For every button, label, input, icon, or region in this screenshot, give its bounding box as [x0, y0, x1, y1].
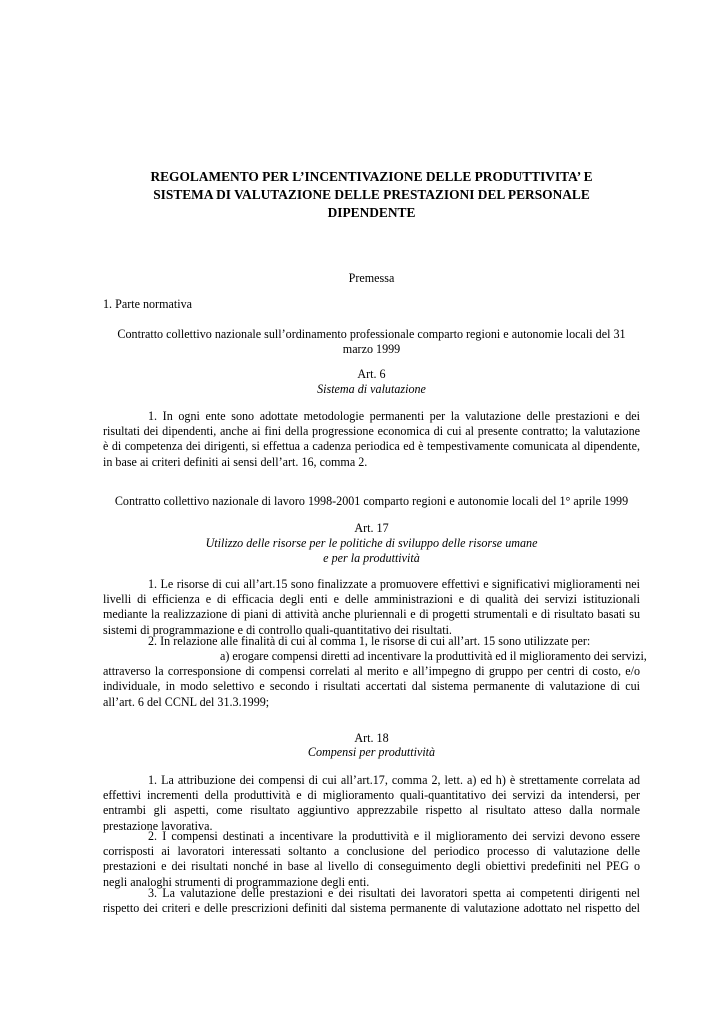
art17-paragraph-2: [103, 634, 640, 649]
art18-paragraph-1: [103, 773, 640, 834]
paragraph-line: negli analoghi strumenti di programmazione degli enti.: [103, 874, 370, 889]
subtitle-line: e per la produttività: [323, 551, 420, 566]
paragraph-line: attraverso la corresponsione di compensi correlati al merito e all’impegno di gruppo per centri di costo, e/o: [103, 664, 640, 679]
art18-paragraph-3: [103, 886, 640, 916]
paragraph-line: entrambi gli aspetti, come risultato aggiuntivo apprezzabile rispetto al risultato atteso dalla normale: [103, 803, 640, 818]
paragraph-line: 2. In relazione alle finalità di cui al comma 1, le risorse di cui all’art. 15 sono utilizzate per:: [148, 634, 591, 648]
art17-heading: Art. 17: [354, 521, 389, 535]
contratto-1999-heading: [103, 327, 640, 357]
paragraph-line: livelli di efficienza e di efficacia degli enti e delle amministrazioni e di qualità dei servizi istituzionali: [103, 592, 640, 607]
art17-subtitle: [103, 536, 640, 566]
paragraph-line: 2. I compensi destinati a incentivare la produttività e il miglioramento dei servizi devono essere: [148, 829, 640, 843]
paragraph-line: in base ai criteri definiti ai sensi dell’art. 16, comma 2.: [103, 454, 368, 469]
paragraph-line: all’art. 6 del CCNL del 31.3.1999;: [103, 694, 270, 709]
art18-heading: Art. 18: [354, 731, 389, 745]
title-line: REGOLAMENTO PER L’INCENTIVAZIONE DELLE PRODUTTIVITA’ E: [150, 169, 593, 184]
paragraph-line: a) erogare compensi diretti ad incentivare la produttività ed il miglioramento dei servizi,: [220, 649, 647, 663]
paragraph-line: 1. Le risorse di cui all’art.15 sono finalizzate a promuovere effettivi e significativi miglioramenti nei: [148, 577, 640, 591]
subtitle-line: Utilizzo delle risorse per le politiche di sviluppo delle risorse umane: [205, 536, 538, 550]
paragraph-line: è di competenza dei dirigenti, si effettua a cadenza periodica ed è tempestivamente comunicata al dipendente,: [103, 439, 640, 454]
art18-paragraph-2: [103, 829, 640, 890]
art6-subtitle: Sistema di valutazione: [317, 382, 426, 396]
parte-normativa-heading: 1. Parte normativa: [103, 297, 192, 311]
art17-paragraph-3: [103, 649, 647, 710]
contratto-1998-2001-heading: Contratto collettivo nazionale di lavoro 1998-2001 comparto regioni e autonomie locali del 1° aprile 1999: [114, 494, 629, 508]
paragraph-line: prestazione lavorativa.: [103, 818, 213, 833]
contratto-line: marzo 1999: [342, 342, 401, 357]
paragraph-line: 1. La attribuzione dei compensi di cui all’art.17, comma 2, lett. a) ed h) è strettamente correlata ad: [148, 773, 640, 787]
paragraph-line: prestazioni e dei risultati nonché in base al livello di conseguimento degli obiettivi predefiniti nel PEG o: [103, 859, 640, 874]
document-title: [103, 168, 640, 221]
paragraph-line: 3. La valutazione delle prestazioni e dei risultati dei lavoratori spetta ai competenti dirigenti nel: [148, 886, 640, 900]
title-line: DIPENDENTE: [327, 204, 416, 220]
paragraph-line: rispetto dei criteri e delle prescrizioni definiti dal sistema permanente di valutazione adottato nel rispetto del: [103, 901, 640, 916]
art6-paragraph-1: [103, 409, 640, 470]
paragraph-line: sistemi di programmazione e di controllo quali-quantitativo dei risultati.: [103, 622, 452, 637]
paragraph-line: risultati dei dipendenti, anche ai fini della progressione economica di cui al presente contratto; la valutazione: [103, 424, 640, 439]
title-line: SISTEMA DI VALUTAZIONE DELLE PRESTAZIONI DEL PERSONALE: [153, 186, 590, 202]
paragraph-line: effettivi incrementi della produttività e di miglioramento quali-quantitativo dei servizi da intendersi, per: [103, 788, 640, 803]
paragraph-line: mediante la realizzazione di piani di attività anche pluriennali e di progetti strumentali e di risultato basati su: [103, 607, 640, 622]
paragraph-line: 1. In ogni ente sono adottate metodologie permanenti per la valutazione delle prestazioni e dei: [148, 409, 640, 423]
art17-paragraph-1: [103, 577, 640, 638]
paragraph-line: corrisposti ai lavoratori interessati soltanto a conclusione del periodico processo di valutazione delle: [103, 844, 640, 859]
premessa-heading: Premessa: [348, 271, 395, 285]
contratto-line: Contratto collettivo nazionale sull’ordinamento professionale comparto regioni e autonomie locali del 31: [117, 327, 626, 341]
art6-heading: Art. 6: [357, 367, 386, 381]
document-page: [103, 0, 647, 1024]
paragraph-line: individuale, in modo selettivo e secondo i risultati accertati dal sistema permanente di valutazione di cui: [103, 679, 640, 694]
art18-subtitle: Compensi per produttività: [307, 745, 436, 759]
